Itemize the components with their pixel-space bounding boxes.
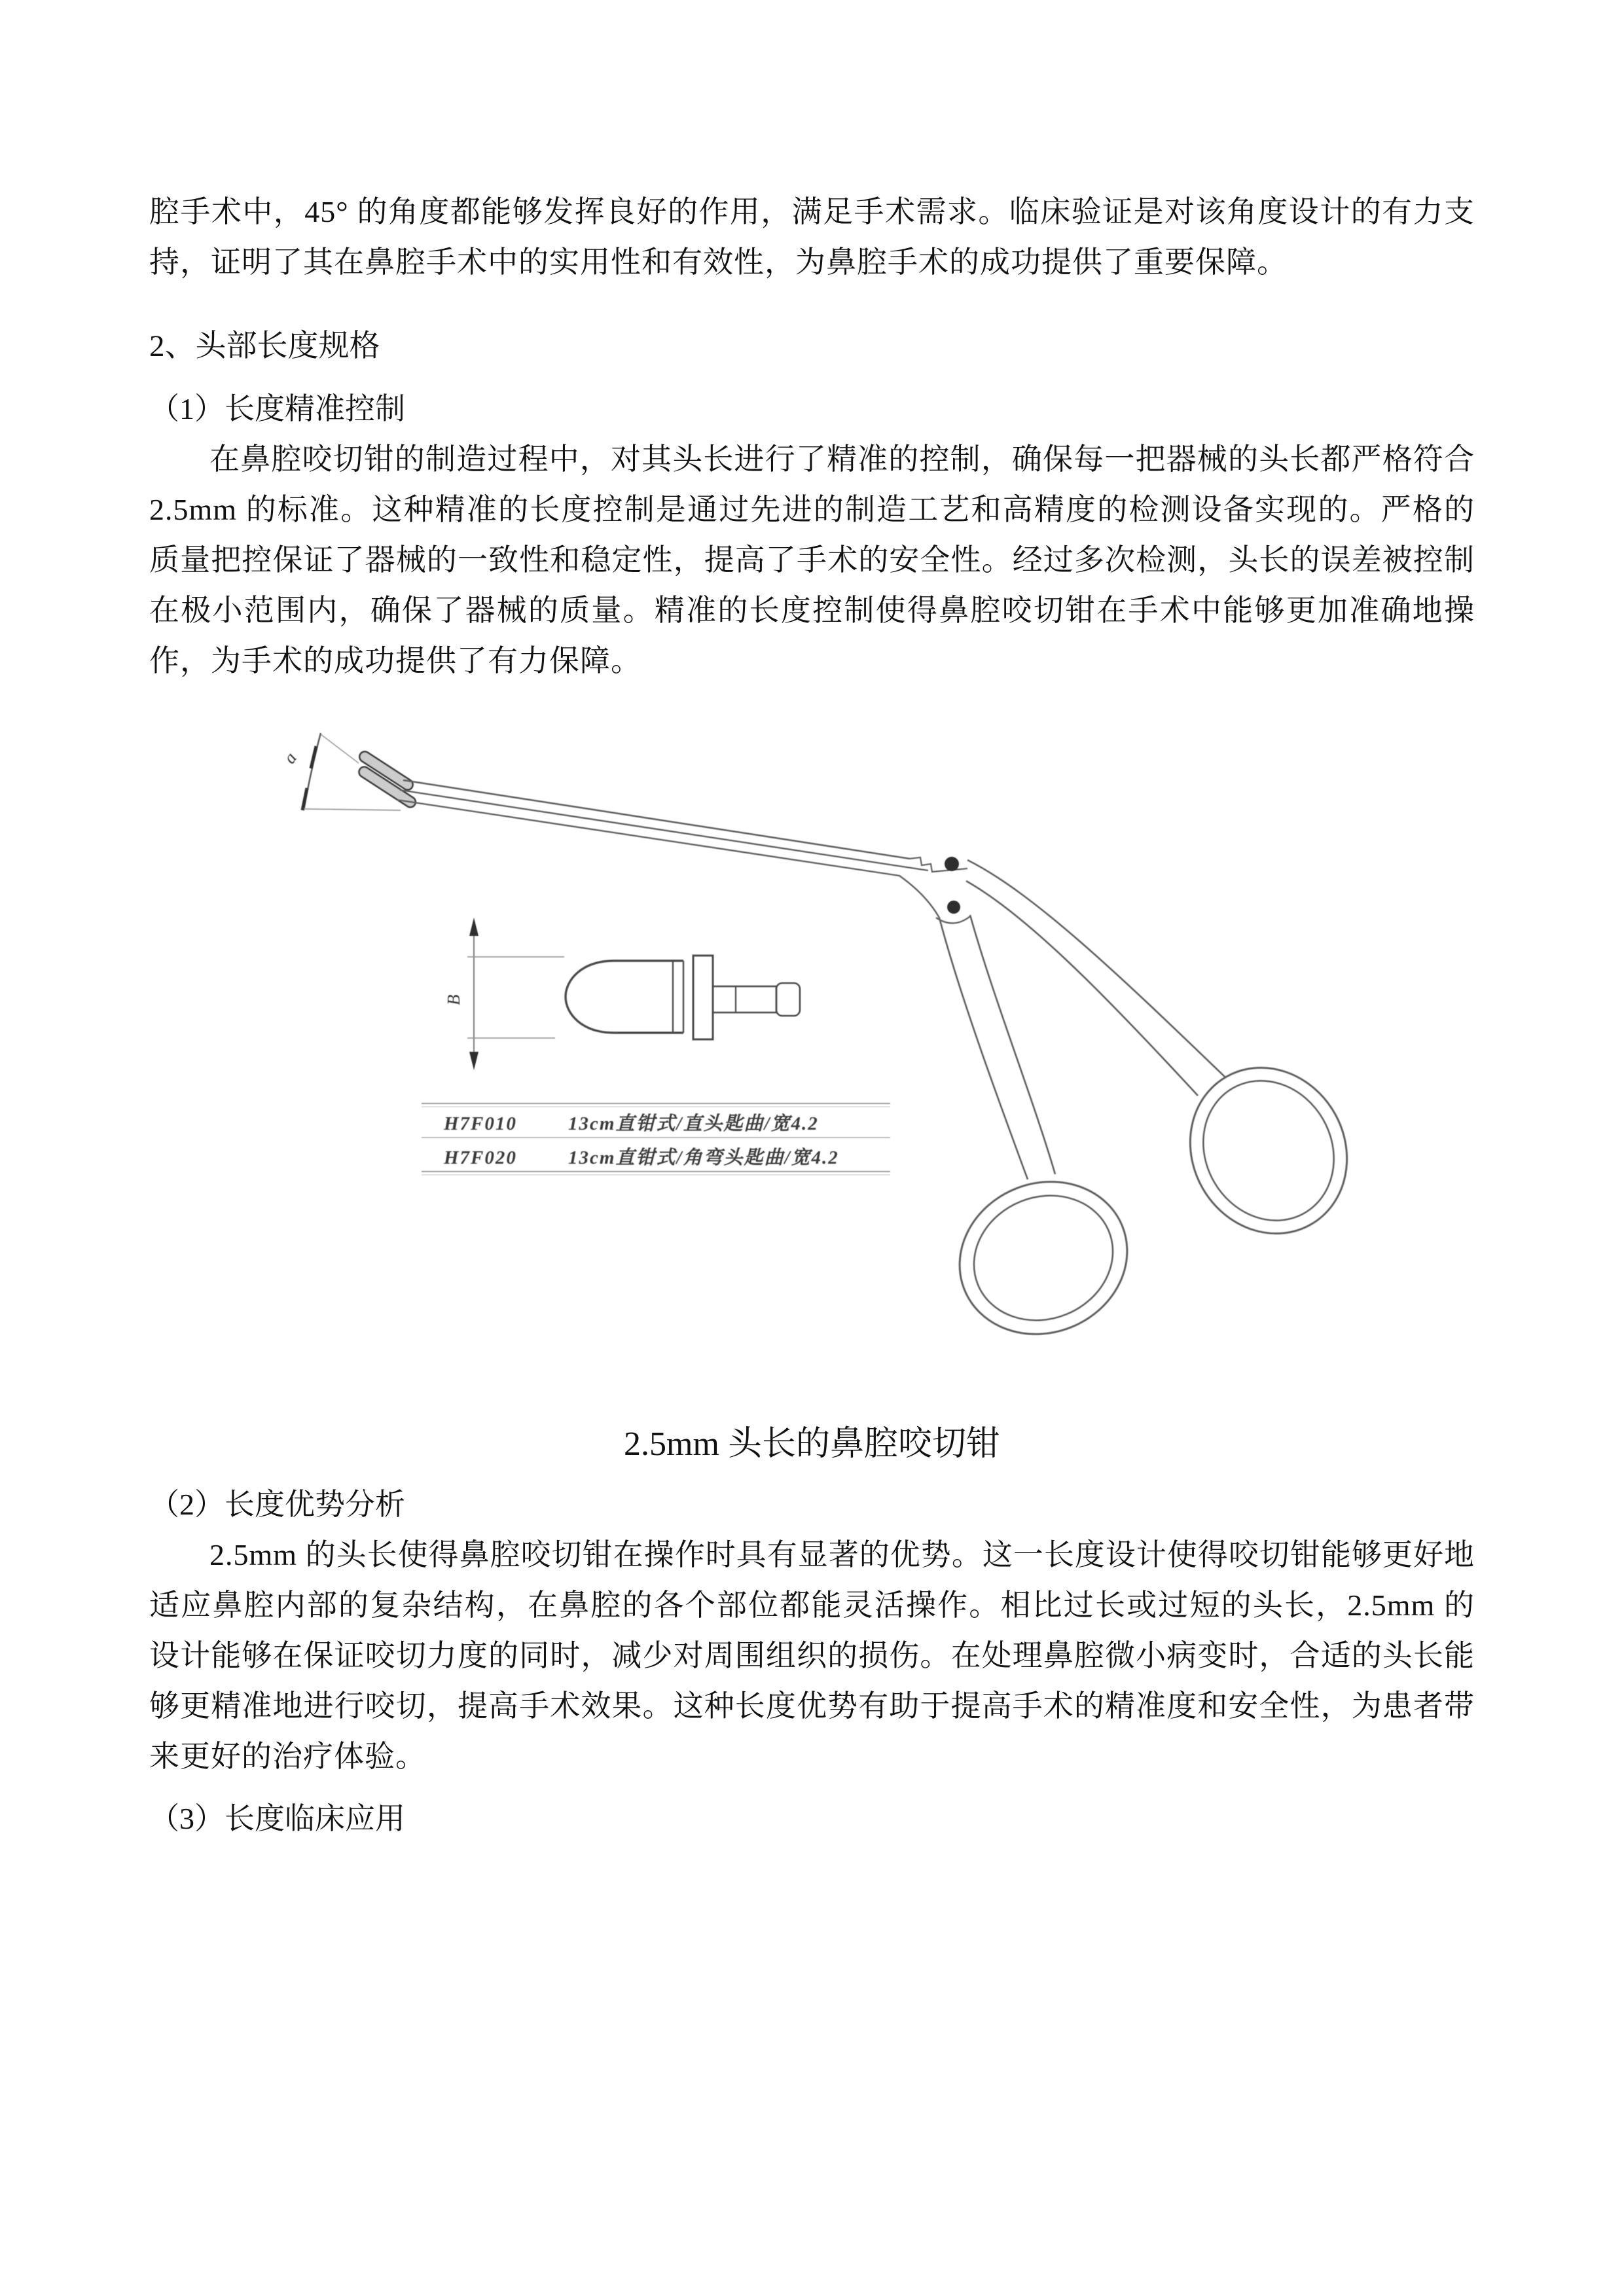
sub-heading-length-precision-control: （1）长度精准控制 [149,392,405,425]
left-finger-ring [937,1157,1150,1359]
right-ring-outer [1161,1039,1360,1262]
catalog-table [422,1103,890,1175]
forceps-line-drawing [247,724,1360,1411]
tip-leader-line [321,734,359,763]
cup-collar [693,956,713,1039]
upper-handle-inner-edge [966,881,1198,1096]
left-ring-inner [955,1175,1132,1340]
hinge-pin-upper [945,857,959,871]
paragraph-top: 腔手术中，45° 的角度都能够发挥良好的作用，满足手术需求。临床验证是对该角度设计的有力支持，证明了其在鼻腔手术中的实用性和有效性，为鼻腔手术的成功提供了重要保障。 [149,195,1475,279]
tip-dimension-tick-lower [302,788,307,810]
sub-heading-length-clinical-application: （3）长度临床应用 [149,1802,405,1835]
shaft-line-middle [400,790,928,870]
forceps-tip-detail [280,733,425,810]
forceps-handles [940,860,1225,1179]
cup-outline [566,961,683,1033]
inset-arrow-down [469,1052,478,1070]
catalog-row1-spec: 13cm直钳式/直头匙曲/宽4.2 [568,1113,819,1134]
paragraph-length-advantage: 2.5mm 的头长使得鼻腔咬切钳在操作时具有显著的优势。这一长度设计使得咬切钳能够更好地适应鼻腔内部的复杂结构，在鼻腔的各个部位都能灵活操作。相比过长或过短的头长，2.5mm 的设计能够在保证咬切力度的同时，减少对周围组织的损伤。在处理鼻腔微小病变时，合适的头长能够更精准地进行咬切，提高手术效果。这种长度优势有助于提高手术的精准度和安全性，为患者带来更好的治疗体验。 [149,1538,1475,1773]
tip-jaw [350,749,425,809]
shaft-line-top [403,780,910,859]
catalog-row2-code: H7F020 [444,1147,517,1168]
cup-stem-end-cap [776,983,800,1016]
hinge-pin-lower [947,901,960,914]
right-ring-inner [1178,1057,1359,1245]
upper-handle-outer-edge [967,860,1225,1077]
section-heading-head-length-spec: 2、头部长度规格 [149,329,380,363]
inset-arrow-up [469,918,478,936]
right-finger-ring [1161,1039,1360,1262]
tip-baseline [304,809,401,810]
forceps-shaft [397,780,967,919]
left-ring-outer [937,1157,1150,1359]
inset-dimension-label: B [444,994,463,1005]
jaw-cup-inset [444,918,800,1070]
catalog-row1-code: H7F010 [444,1113,517,1134]
catalog-row2-spec: 13cm直钳式/角弯头匙曲/宽4.2 [568,1147,839,1168]
figure-caption: 2.5mm 头长的鼻腔咬切钳 [624,1426,1000,1463]
tip-dimension-label: a [279,748,301,768]
paragraph-length-precision: 在鼻腔咬切钳的制造过程中，对其头长进行了精准的控制，确保每一把器械的头长都严格符合 2.5mm 的标准。这种精准的长度控制是通过先进的制造工艺和高精度的检测设备实现的。严格的质量把控保证了器械的一致性和稳定性，提高了手术的安全性。经过多次检测，头长的误差被控制在极小范围内，确保了器械的质量。精准的长度控制使得鼻腔咬切钳在手术中能够更加准确地操作，为手术的成功提供了有力保障。 [149,442,1475,677]
cup-stem [713,986,776,1013]
lower-handle-inner-edge [970,915,1055,1174]
sub-heading-length-advantage-analysis: （2）长度优势分析 [149,1488,405,1521]
forceps-figure [247,724,1360,1411]
